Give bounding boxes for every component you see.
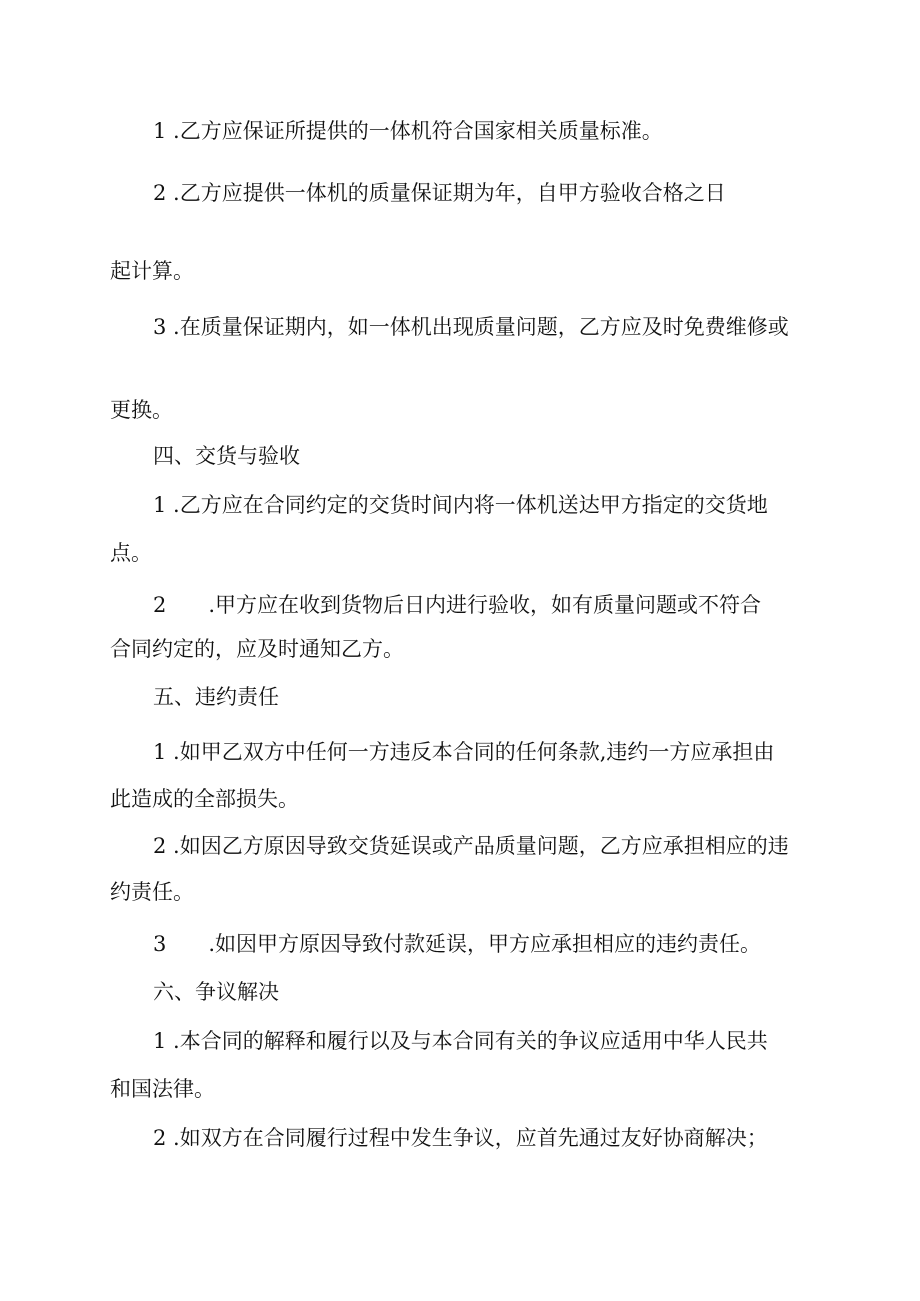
dispute-clause-1-continued: 和国法律。 xyxy=(110,1077,215,1101)
liability-clause-2: 2 .如因乙方原因导致交货延误或产品质量问题，乙方应承担相应的违 xyxy=(153,834,789,858)
section-heading-delivery: 四、交货与验收 xyxy=(153,444,300,468)
quality-clause-3: 3 .在质量保证期内，如一体机出现质量问题，乙方应及时免费维修或 xyxy=(153,315,789,339)
quality-clause-1: 1 .乙方应保证所提供的一体机符合国家相关质量标准。 xyxy=(153,119,663,143)
liability-clause-1: 1 .如甲乙双方中任何一方违反本合同的任何条款,违约一方应承担由 xyxy=(153,740,775,764)
dispute-clause-2: 2 .如双方在合同履行过程中发生争议，应首先通过友好协商解决； xyxy=(153,1126,768,1150)
quality-clause-2: 2 .乙方应提供一体机的质量保证期为年，自甲方验收合格之日 xyxy=(153,181,726,205)
liability-clause-2-continued: 约责任。 xyxy=(110,880,194,904)
dispute-clause-1: 1 .本合同的解释和履行以及与本合同有关的争议应适用中华人民共 xyxy=(153,1029,768,1053)
section-heading-liability: 五、违约责任 xyxy=(153,685,279,709)
delivery-clause-2-continued: 合同约定的，应及时通知乙方。 xyxy=(110,637,404,661)
delivery-clause-1-continued: 点。 xyxy=(110,541,152,565)
liability-clause-3: 3 .如因甲方原因导致付款延误，甲方应承担相应的违约责任。 xyxy=(153,932,762,956)
delivery-clause-2: 2 .甲方应在收到货物后日内进行验收，如有质量问题或不符合 xyxy=(153,593,762,617)
delivery-clause-1: 1 .乙方应在合同约定的交货时间内将一体机送达甲方指定的交货地 xyxy=(153,493,768,517)
liability-clause-1-continued: 此造成的全部损失。 xyxy=(110,787,299,811)
quality-clause-3-continued: 更换。 xyxy=(110,398,173,422)
section-heading-dispute: 六、争议解决 xyxy=(153,980,279,1004)
quality-clause-2-continued: 起计算。 xyxy=(110,259,194,283)
